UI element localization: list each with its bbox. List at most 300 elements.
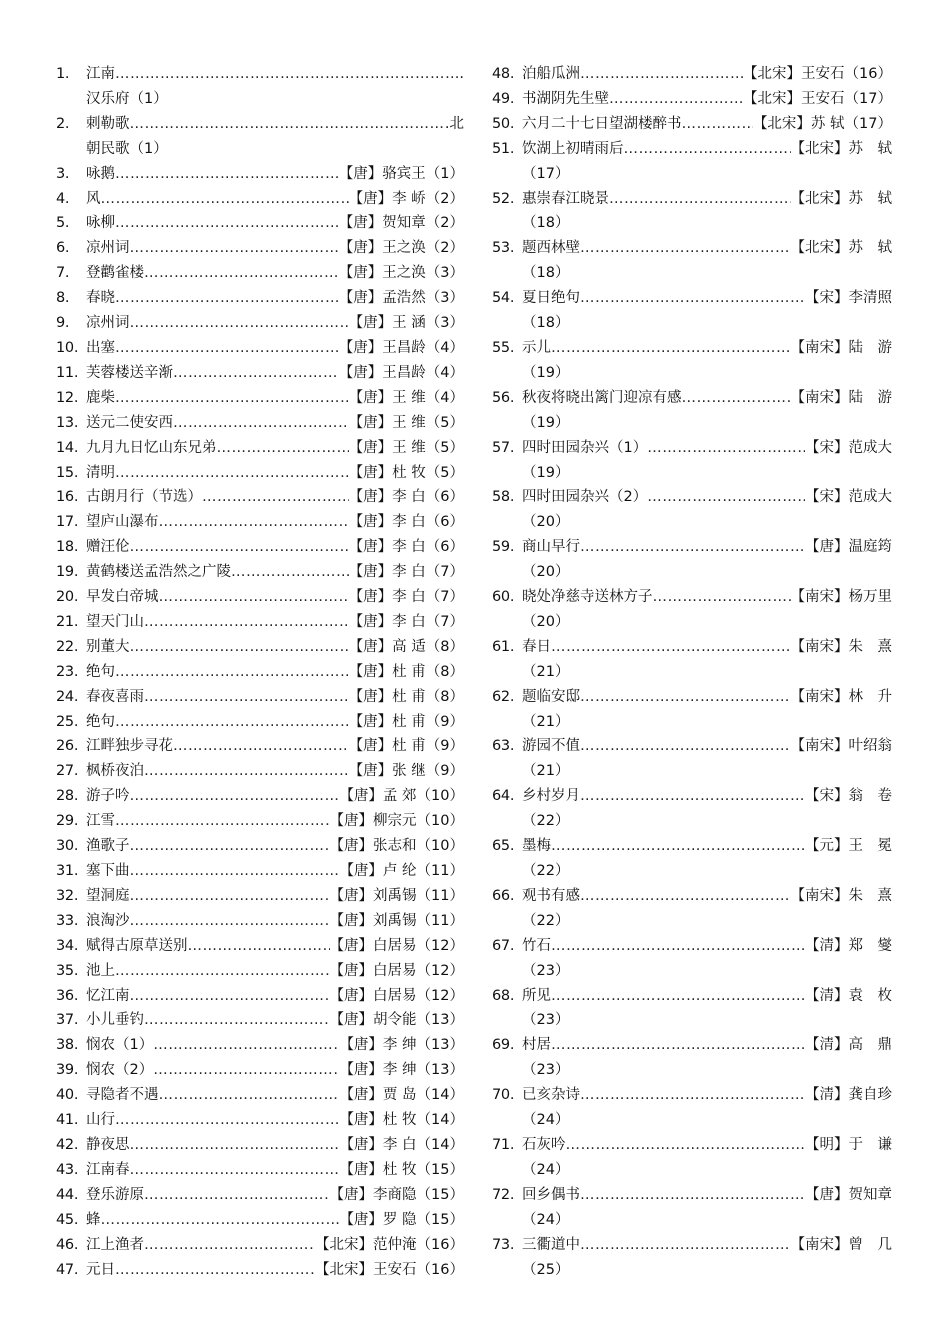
dot-leader [130,236,339,261]
entry-line [86,685,464,710]
toc-entry[interactable] [56,236,464,261]
toc-entry[interactable] [492,62,892,87]
entry-number: 27. [56,763,79,780]
entry-line [86,1258,464,1283]
dot-leader [115,959,330,984]
dot-leader [130,784,340,809]
author-page: 【唐】杜 牧（15） [339,1161,464,1178]
entry-line [86,884,464,909]
entry-number: 54. [492,290,515,307]
toc-entry[interactable] [56,734,464,759]
toc-entry[interactable] [56,909,464,934]
poem-title: 春夜喜雨 [86,688,144,705]
wrapped-text: （20） [522,514,570,531]
toc-entry[interactable] [56,610,464,635]
entry-line [522,1033,892,1058]
entry-line [86,1033,464,1058]
poem-title: 绝句 [86,713,115,730]
entry-number: 72. [492,1186,515,1203]
wrapped-text: （23） [522,1012,570,1029]
entry-number: 61. [492,638,515,655]
dot-leader [580,884,791,909]
toc-entry[interactable] [492,1183,892,1233]
wrapped-text: （25） [522,1261,570,1278]
poem-title: 登鹳雀楼 [86,265,144,282]
toc-entry[interactable] [492,535,892,585]
toc-column-right [492,62,892,1282]
entry-number: 29. [56,813,79,830]
poem-title: 竹石 [522,937,551,954]
entry-number: 33. [56,912,79,929]
wrapped-text: 汉乐府（1） [86,90,168,107]
entry-number: 11. [56,364,79,381]
entry-number: 55. [492,339,515,356]
toc-entry[interactable] [56,660,464,685]
author-page: 【唐】王 涵（3） [348,315,464,332]
author-page: .北 [444,115,464,132]
dot-leader [647,485,805,510]
wrapped-text: （24） [522,1161,570,1178]
author-page: 【北宋】苏 轼 [790,240,892,257]
entry-line [86,560,464,585]
dot-leader [130,635,349,660]
dot-leader [580,685,791,710]
entry-line [86,984,464,1009]
dot-leader [551,934,805,959]
toc-entry[interactable] [56,959,464,984]
author-page: 【北宋】王安石（16） [315,1261,464,1278]
entry-line [522,685,892,710]
toc-entry[interactable] [492,386,892,436]
entry-line [86,1183,464,1208]
author-page: 【唐】刘禹锡（11） [329,887,464,904]
entry-line [522,1233,892,1258]
poem-title: 村居 [522,1037,551,1054]
poem-title: 出塞 [86,339,115,356]
entry-number: 71. [492,1136,515,1153]
dot-leader [115,1108,339,1133]
author-page: 【唐】李 绅（13） [339,1037,464,1054]
dot-leader [115,211,339,236]
wrapped-text: （18） [522,215,570,232]
toc-entry[interactable] [56,286,464,311]
author-page: 【北宋】苏 轼 [790,140,892,157]
toc-entry[interactable] [492,286,892,336]
entry-number: 21. [56,613,79,630]
toc-entry[interactable] [56,1158,464,1183]
entry-number: 70. [492,1087,515,1104]
poem-title: 凉州词 [86,315,130,332]
dot-leader [115,386,349,411]
toc-entry[interactable] [56,261,464,286]
toc-entry[interactable] [56,784,464,809]
toc-entry[interactable] [492,635,892,685]
toc-entry[interactable] [56,834,464,859]
poem-title: 望天门山 [86,613,144,630]
entry-line [86,187,464,212]
wrapped-text: 朝民歌（1） [86,140,168,157]
toc-entry[interactable] [56,485,464,510]
entry-line [86,859,464,884]
poem-title: 书湖阴先生壁 [522,90,609,107]
author-page: 【唐】王 维（4） [348,389,464,406]
dot-leader [115,1258,315,1283]
wrapped-text: （21） [522,663,570,680]
toc-entry[interactable] [56,411,464,436]
author-page: 【北宋】范仲淹（16） [315,1236,464,1253]
entry-line [522,336,892,361]
dot-leader [173,411,349,436]
author-page: 【唐】李 白（14） [339,1136,464,1153]
entry-number: 9. [56,315,70,332]
toc-entry[interactable] [56,1008,464,1033]
toc-entry[interactable] [56,386,464,411]
toc-entry[interactable] [56,859,464,884]
toc-entry[interactable] [492,1033,892,1083]
author-page: 【北宋】王安石（16） [743,66,892,82]
poem-title: 已亥杂诗 [522,1087,580,1104]
author-page: 【元】王 冕 [805,838,892,855]
entry-line [86,734,464,759]
dot-leader [653,585,791,610]
entry-line [86,784,464,809]
toc-entry[interactable] [492,112,892,137]
toc-entry[interactable] [56,112,464,162]
toc-entry[interactable] [492,734,892,784]
wrapped-text: （22） [522,813,570,830]
wrapped-text: （24） [522,1211,570,1228]
entry-line [522,984,892,1009]
toc-entry[interactable] [56,162,464,187]
wrapped-text: （21） [522,713,570,730]
poem-title: 四时田园杂兴（2） [522,489,648,506]
entry-line [86,1133,464,1158]
entry-number: 48. [492,66,515,82]
poem-title: 刺勒歌 [86,115,130,132]
poem-title: 春晓 [86,290,115,307]
entry-line [86,211,464,236]
author-page: 【唐】李 白（6） [348,514,464,531]
toc-entry[interactable] [56,809,464,834]
author-page: 【唐】李 白（6） [348,489,464,506]
toc-entry[interactable] [56,1033,464,1058]
poem-title: 示儿 [522,339,551,356]
entry-number: 60. [492,589,515,606]
toc-entry[interactable] [56,187,464,212]
entry-number: 50. [492,115,515,132]
entry-line [86,386,464,411]
dot-leader [130,535,349,560]
entry-number: 43. [56,1161,79,1178]
toc-entry[interactable] [56,211,464,236]
poem-title: 山行 [86,1112,115,1129]
poem-title: 别董大 [86,638,130,655]
toc-entry[interactable] [492,436,892,486]
author-page: 【唐】张 继（9） [348,763,464,780]
entry-line [522,286,892,311]
dot-leader [144,261,339,286]
entry-number: 24. [56,688,79,705]
poem-title: 江南 [86,66,115,82]
author-page: 【唐】胡令能（13） [329,1012,464,1029]
entry-line [86,162,464,187]
entry-number: 17. [56,514,79,531]
entry-number: 62. [492,688,515,705]
poem-title: 乡村岁月 [522,788,580,805]
author-page: 【唐】温庭筠 [805,539,892,556]
author-page: 【唐】李 绅（13） [339,1062,464,1079]
toc-entry[interactable] [56,1133,464,1158]
entry-number: 53. [492,240,515,257]
wrapped-text: （18） [522,265,570,282]
toc-entry[interactable] [56,1183,464,1208]
entry-number: 57. [492,439,515,456]
toc-entry[interactable] [492,585,892,635]
toc-entry[interactable] [56,1208,464,1233]
dot-leader [609,87,743,112]
author-page: 【唐】孟浩然（3） [338,290,464,307]
entry-number: 36. [56,987,79,1004]
dot-leader [130,1158,340,1183]
entry-line [522,734,892,759]
entry-number: 41. [56,1112,79,1129]
dot-leader [188,934,330,959]
dot-leader [551,1033,805,1058]
poem-title: 三衢道中 [522,1236,580,1253]
entry-number: 42. [56,1136,79,1153]
poem-title: 忆江南 [86,987,130,1004]
poem-title: 芙蓉楼送辛渐 [86,364,173,381]
toc-entry[interactable] [56,934,464,959]
poem-title: 登乐游原 [86,1186,144,1203]
dot-leader [101,1208,340,1233]
dot-leader [144,759,349,784]
dot-leader [580,1183,805,1208]
poem-title: 所见 [522,987,551,1004]
toc-entry[interactable] [56,884,464,909]
wrapped-text: （22） [522,863,570,879]
poem-title: 清明 [86,464,115,481]
entry-line [522,236,892,261]
poem-title: 渔歌子 [86,838,130,855]
toc-entry[interactable] [492,87,892,112]
toc-entry[interactable] [492,834,892,884]
entry-number: 6. [56,240,70,257]
dot-leader [566,1133,806,1158]
toc-entry[interactable] [56,1108,464,1133]
toc-entry[interactable] [492,1233,892,1283]
toc-column-left [56,62,464,1282]
toc-entry[interactable] [56,311,464,336]
poem-title: 六月二十七日望湖楼醉书 [522,115,682,132]
entry-number: 51. [492,140,515,157]
wrapped-text: （22） [522,912,570,929]
dot-leader [130,311,349,336]
entry-line [522,1183,892,1208]
toc-entry[interactable] [56,535,464,560]
toc-entry[interactable] [492,187,892,237]
author-page: 【唐】王 维（5） [348,414,464,431]
poem-title: 游子吟 [86,788,130,805]
poem-title: 观书有感 [522,887,580,904]
entry-number: 59. [492,539,515,556]
entry-number: 2. [56,115,70,132]
entry-number: 40. [56,1087,79,1104]
entry-line [86,112,464,137]
toc-entry[interactable] [56,1233,464,1258]
poem-title: 悯农（2） [86,1062,154,1079]
toc-entry[interactable] [56,336,464,361]
entry-number: 45. [56,1211,79,1228]
dot-leader [130,909,330,934]
toc-entry[interactable] [492,784,892,834]
author-page: 【唐】白居易（12） [329,987,464,1004]
poem-title: 饮湖上初晴雨后 [522,140,624,157]
poem-title: 九月九日忆山东兄弟 [86,439,217,456]
poem-title: 黄鹤楼送孟浩然之广陵 [86,564,231,581]
entry-number: 3. [56,165,70,182]
toc-entry[interactable] [56,361,464,386]
entry-line [86,1108,464,1133]
toc-entry[interactable] [492,137,892,187]
entry-number: 30. [56,838,79,855]
poem-title: 赠汪伦 [86,539,130,556]
dot-leader [580,1083,805,1108]
author-page: 【唐】张志和（10） [329,838,464,855]
toc-entry[interactable] [56,1083,464,1108]
toc-entry[interactable] [56,759,464,784]
entry-number: 44. [56,1186,79,1203]
poem-title: 四时田园杂兴（1） [522,439,648,456]
dot-leader [130,884,330,909]
dot-leader [173,361,339,386]
dot-leader [682,112,753,137]
toc-entry[interactable] [492,485,892,535]
author-page: 【唐】杜 牧（5） [348,464,464,481]
wrapped-text: （19） [522,364,570,381]
entry-line [86,1058,464,1083]
poem-title: 浪淘沙 [86,912,130,929]
poem-title: 早发白帝城 [86,589,159,606]
toc-entry[interactable] [56,1258,464,1283]
dot-leader [231,560,349,585]
dot-leader [551,635,791,660]
entry-line [522,1083,892,1108]
author-page: 【北宋】王安石（17） [743,90,892,107]
entry-number: 5. [56,215,70,232]
poem-title: 回乡偶书 [522,1186,580,1203]
toc-entry[interactable] [56,635,464,660]
poem-title: 静夜思 [86,1136,130,1153]
dot-leader [130,984,330,1009]
dot-leader [115,461,349,486]
poem-title: 小儿垂钓 [86,1012,144,1029]
dot-leader [580,784,805,809]
entry-line [86,635,464,660]
dot-leader [153,1058,339,1083]
poem-title: 望洞庭 [86,887,130,904]
toc-entry[interactable] [492,984,892,1034]
toc-entry[interactable] [492,1133,892,1183]
entry-line [522,62,892,87]
entry-line [86,585,464,610]
entry-line [522,187,892,212]
author-page: 【唐】王昌龄（4） [338,364,464,381]
entry-number: 66. [492,887,515,904]
dot-leader [130,859,340,884]
entry-number: 20. [56,589,79,606]
author-page: 【唐】杜 甫（9） [348,713,464,730]
author-page: 【宋】范成大 [805,489,892,506]
author-page: 【唐】杜 甫（8） [348,663,464,680]
toc-entry[interactable] [56,560,464,585]
dot-leader [159,585,349,610]
author-page: 【明】于 谦 [805,1136,892,1153]
toc-entry[interactable] [56,1058,464,1083]
toc-entry[interactable] [56,685,464,710]
toc-entry[interactable] [56,984,464,1009]
entry-number: 46. [56,1236,79,1253]
toc-entry[interactable] [56,436,464,461]
dot-leader [551,984,805,1009]
poem-title: 江雪 [86,813,115,830]
author-page: . [459,66,464,82]
entry-line [86,236,464,261]
poem-title: 寻隐者不遇 [86,1087,159,1104]
toc-entry[interactable] [492,236,892,286]
entry-line [86,1208,464,1233]
toc-entry[interactable] [492,1083,892,1133]
dot-leader [159,1083,340,1108]
wrapped-text: （19） [522,414,570,431]
toc-entry[interactable] [492,685,892,735]
entry-number: 7. [56,265,70,282]
poem-title: 送元二使安西 [86,414,173,431]
poem-title: 江上渔者 [86,1236,144,1253]
author-page: 【唐】王之涣（3） [338,265,464,282]
toc-entry[interactable] [56,510,464,535]
author-page: 【唐】王之涣（2） [338,240,464,257]
entry-line [522,834,892,859]
poem-title: 题西林壁 [522,240,580,257]
toc-entry[interactable] [56,710,464,735]
dot-leader [153,1033,339,1058]
dot-leader [101,187,349,212]
toc-entry[interactable] [56,585,464,610]
toc-entry[interactable] [492,884,892,934]
author-page: 【清】高 鼎 [805,1037,892,1054]
entry-number: 22. [56,638,79,655]
entry-number: 64. [492,788,515,805]
entry-line [522,87,892,112]
author-page: 【南宋】朱 熹 [790,638,892,655]
dot-leader [580,286,805,311]
toc-entry[interactable] [492,336,892,386]
toc-entry[interactable] [56,62,464,112]
poem-title: 春日 [522,638,551,655]
author-page: 【南宋】叶绍翁 [790,738,892,755]
entry-line [86,934,464,959]
wrapped-text: （18） [522,315,570,332]
entry-number: 58. [492,489,515,506]
dot-leader [144,1183,330,1208]
toc-entry[interactable] [56,461,464,486]
entry-line [522,436,892,461]
dot-leader [624,137,791,162]
dot-leader [647,436,805,461]
entry-line [522,137,892,162]
toc-entry[interactable] [492,934,892,984]
